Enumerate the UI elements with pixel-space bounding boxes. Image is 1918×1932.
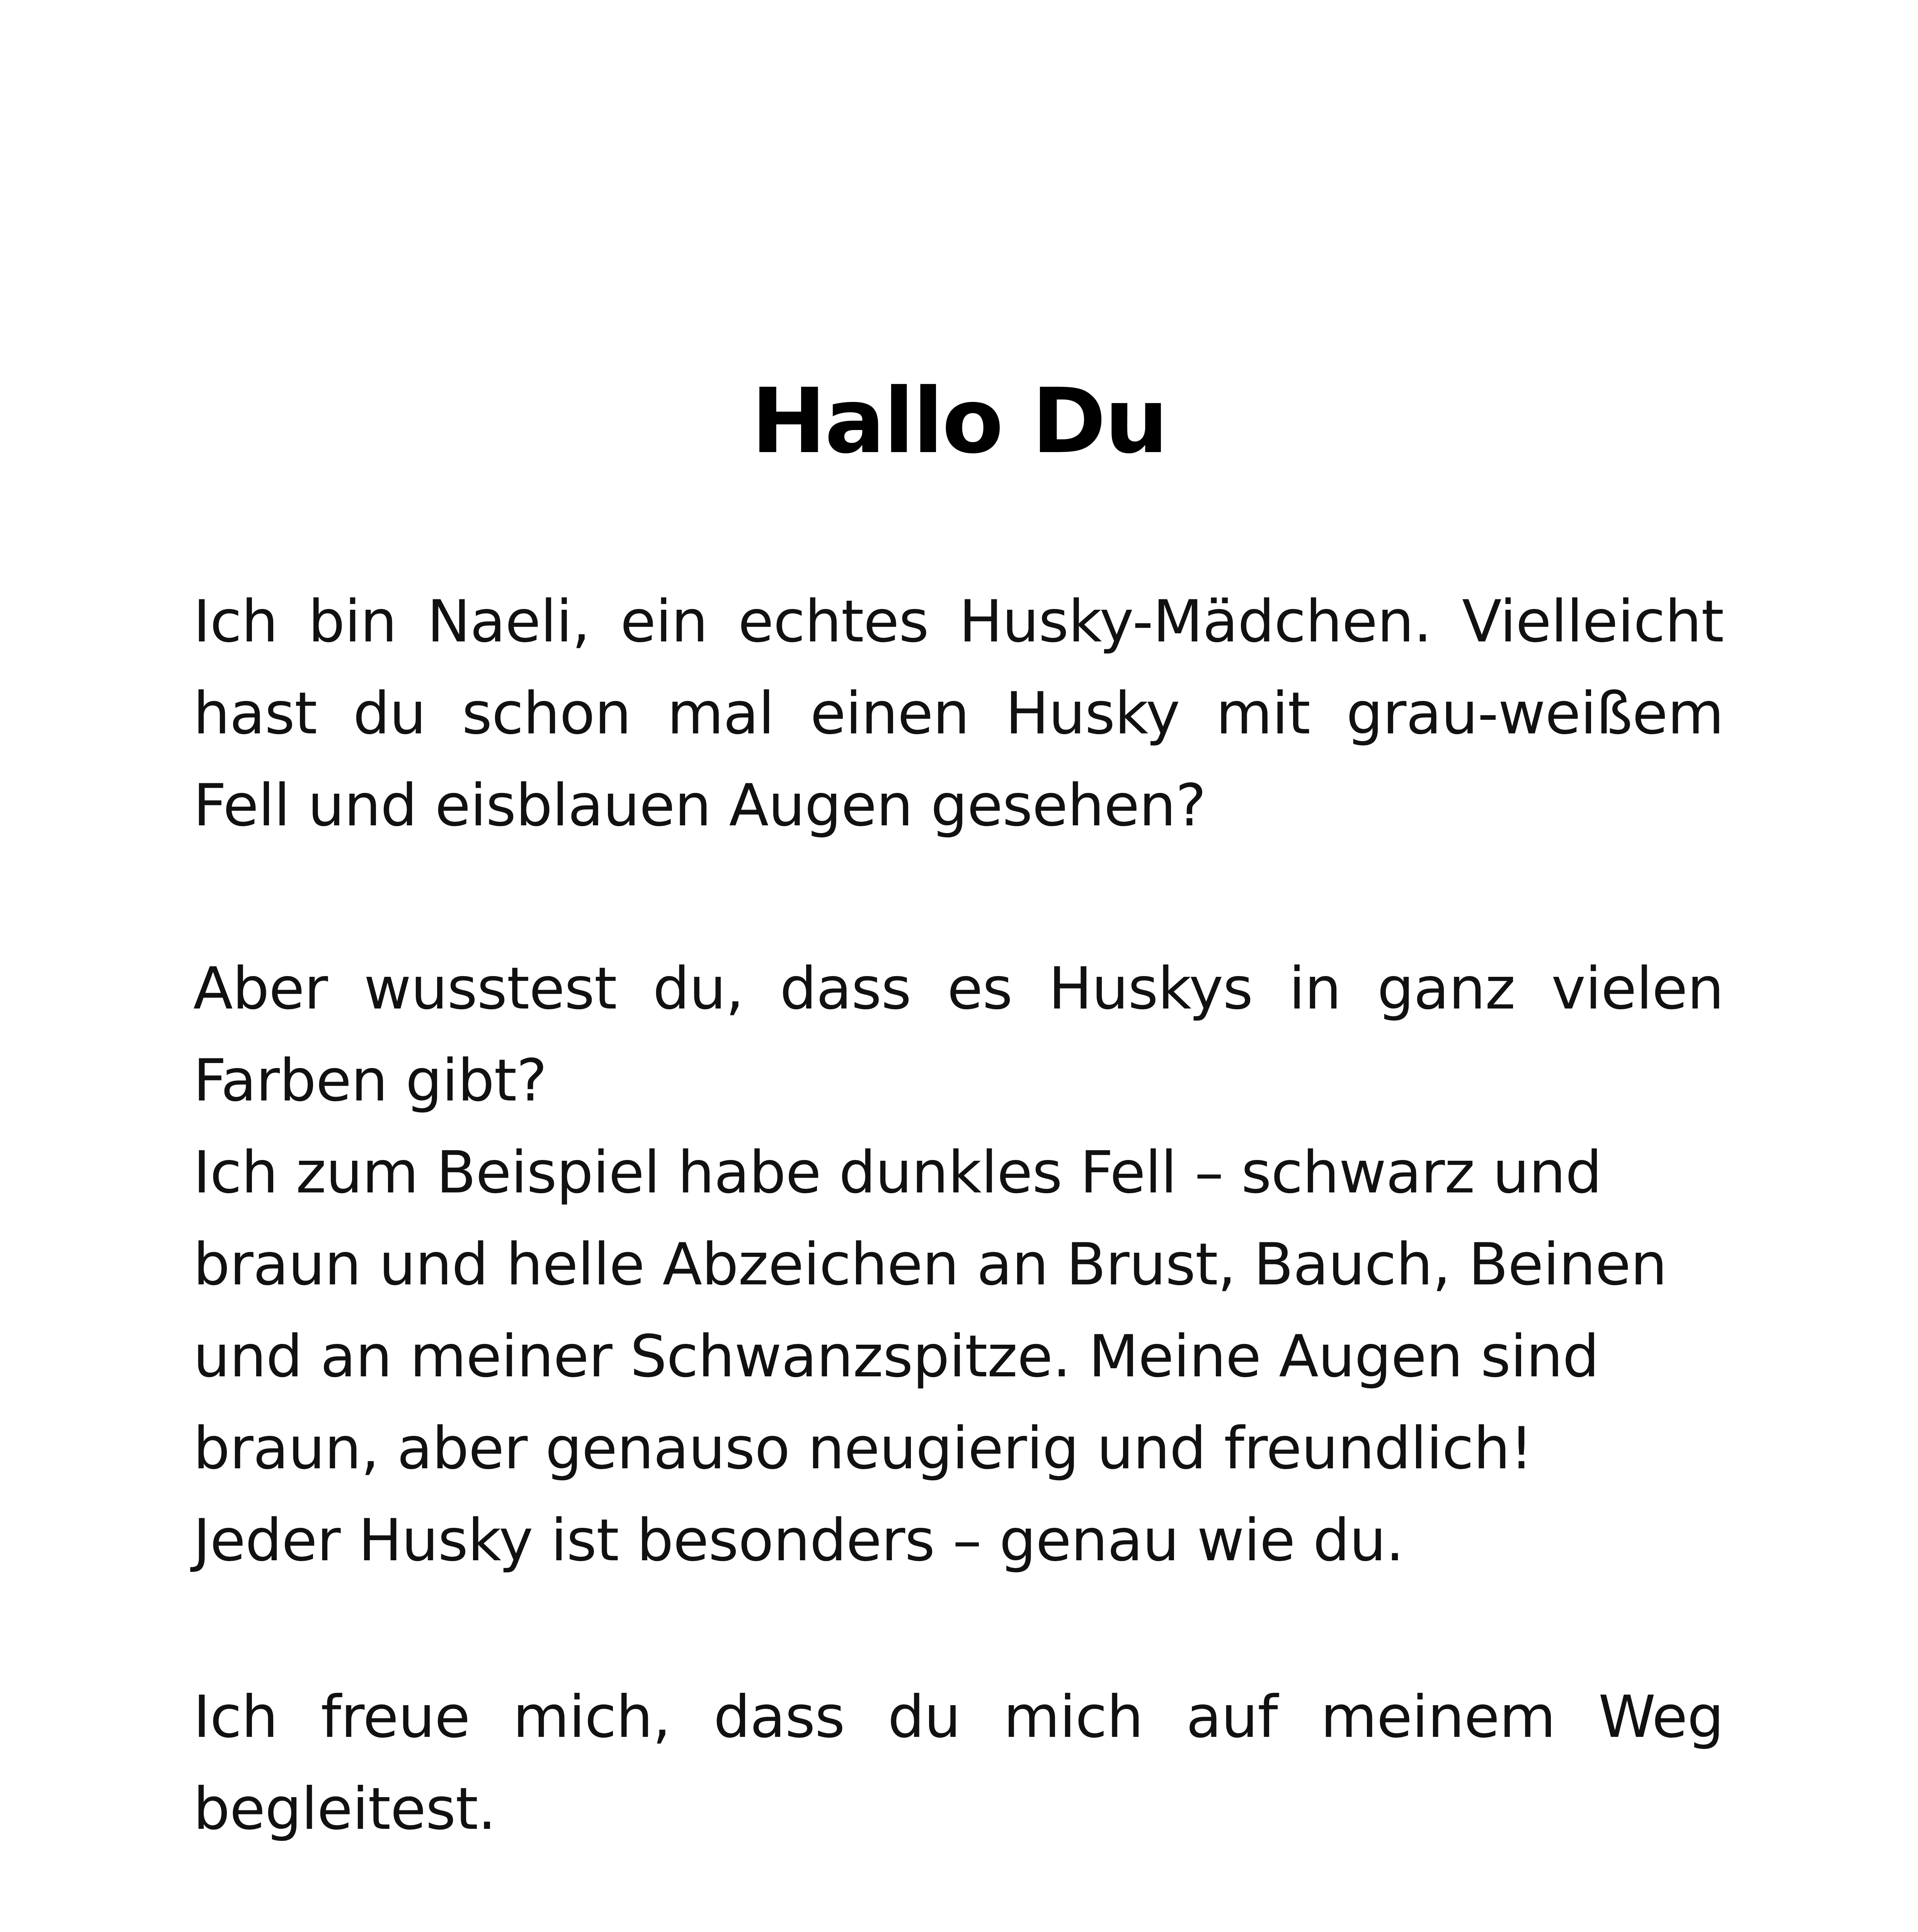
text-line: Ich freue mich, dass du mich auf meinem Weg	[193, 1684, 1724, 1751]
text-line: Farben gibt?	[193, 1047, 547, 1114]
text-line: und an meiner Schwanzspitze. Meine Augen sind	[193, 1323, 1599, 1390]
paragraph-journey	[193, 1671, 1724, 1855]
text-line: hast du schon mal einen Husky mit grau-weißem	[193, 680, 1724, 747]
text-line: begleitest.	[193, 1776, 496, 1843]
text-line: Ich bin Naeli, ein echtes Husky-Mädchen. Vielleicht	[193, 588, 1724, 655]
text-line: braun, aber genauso neugierig und freundlich!	[193, 1415, 1533, 1482]
text-line: braun und helle Abzeichen an Brust, Bauch, Beinen	[193, 1231, 1667, 1298]
text-line: Jeder Husky ist besonders – genau wie du.	[193, 1507, 1404, 1574]
text-line: Ich zum Beispiel habe dunkles Fell – schwarz und	[193, 1139, 1602, 1206]
text-line: Fell und eisblauen Augen gesehen?	[193, 772, 1206, 839]
paragraph-intro	[193, 576, 1724, 852]
paragraph-colors	[193, 943, 1724, 1587]
page-title: Hallo Du	[751, 369, 1167, 473]
text-line: Aber wusstest du, dass es Huskys in ganz vielen	[193, 955, 1724, 1022]
